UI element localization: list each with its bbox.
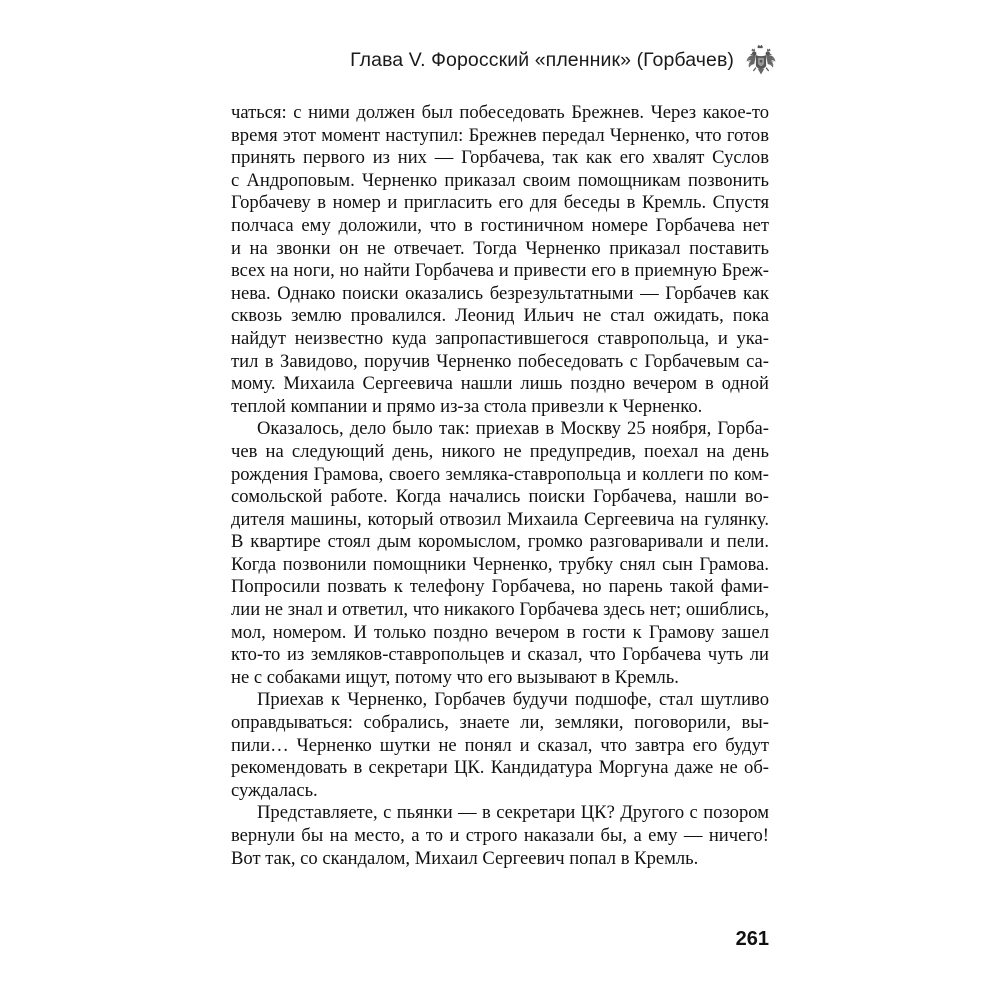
text-line: сомольской работе. Когда начались поиски Горбачева, нашли во- [231,486,769,508]
text-line: оправдываться: собрались, знаете ли, земляки, поговорили, вы- [231,712,769,734]
paragraph [231,802,769,870]
text-line: Горбачеву в номер и пригласить его для беседы в Кремль. Спустя [231,192,769,214]
page-number: 261 [735,928,769,950]
text-line: вернули бы на место, а то и строго наказали бы, а ему — ничего! [231,825,769,846]
text-line: принять первого из них — Горбачева, так как его хвалят Суслов [231,147,769,169]
text-line: рождения Грамова, своего земляка-ставропольца и коллеги по ком- [231,463,769,485]
double-headed-eagle-icon [744,43,778,77]
text-line: время этот момент наступил: Брежнев передал Черненко, что готов [231,124,769,146]
text-line: чаться: с ними должен был побеседовать Брежнев. Через какое-то [231,102,769,123]
text-line: чев на следующий день, никого не предупредив, поехал на день [231,440,769,462]
text-line: Когда позвонили помощники Черненко, трубку снял сын Грамова. [231,553,769,575]
text-line: В квартире стоял дым коромыслом, громко разговаривали и пели. [231,531,769,553]
text-line: лии не знал и ответил, что никакого Горбачева здесь нет; ошиблись, [231,599,769,621]
text-line: тил в Завидово, поручив Черненко побеседовать с Горбачевым са- [231,350,769,372]
body-text [231,102,769,870]
paragraph [231,689,769,802]
text-line: рекомендовать в секретари ЦК. Кандидатура Моргуна даже не об- [231,757,769,779]
text-line: Вот так, со скандалом, Михаил Сергеевич попал в Кремль. [231,847,699,869]
text-line: и на звонки он не отвечает. Тогда Черненко приказал поставить [231,237,769,259]
text-line: Оказалось, дело было так: приехав в Москву 25 ноября, Горба- [257,418,769,440]
text-line: кто-то из земляков-ставропольцев и сказал, что Горбачева чуть ли [231,644,769,666]
text-line: дителя машины, который отвозил Михаила Сергеевича на гулянку. [231,508,769,530]
chapter-title: Глава V. Форосский «пленник» (Горбачев) [350,48,734,71]
text-line: суждалась. [231,779,318,801]
running-header [300,42,778,78]
paragraph [231,102,769,418]
paragraph [231,418,769,689]
text-line: мому. Михаила Сергеевича нашли лишь поздно вечером в одной [231,373,769,395]
text-line: Попросили позвать к телефону Горбачева, но парень такой фами- [231,576,769,598]
text-line: теплой компании и прямо из-за стола привезли к Черненко. [231,395,703,417]
text-line: нева. Однако поиски оказались безрезультатными — Горбачев как [231,282,769,304]
text-line: не с собаками ищут, потому что его вызывают в Кремль. [231,666,679,688]
text-line: найдут неизвестно куда запропастившегося ставропольца, и ука- [231,327,769,349]
text-line: Приехав к Черненко, Горбачев будучи подшофе, стал шутливо [257,689,769,711]
text-line: полчаса ему доложили, что в гостиничном номере Горбачева нет [231,214,769,236]
text-line: сквозь землю провалился. Леонид Ильич не стал ожидать, пока [231,305,769,327]
text-line: всех на ноги, но найти Горбачева и привести его в приемную Бреж- [231,260,769,282]
text-line: мол, номером. И только поздно вечером в гости к Грамову зашел [231,621,769,643]
text-line: Представляете, с пьянки — в секретари ЦК? Другого с позором [257,802,769,824]
text-line: с Андроповым. Черненко приказал своим помощникам позвонить [231,169,769,191]
text-line: пили… Черненко шутки не понял и сказал, что завтра его будут [231,734,769,756]
